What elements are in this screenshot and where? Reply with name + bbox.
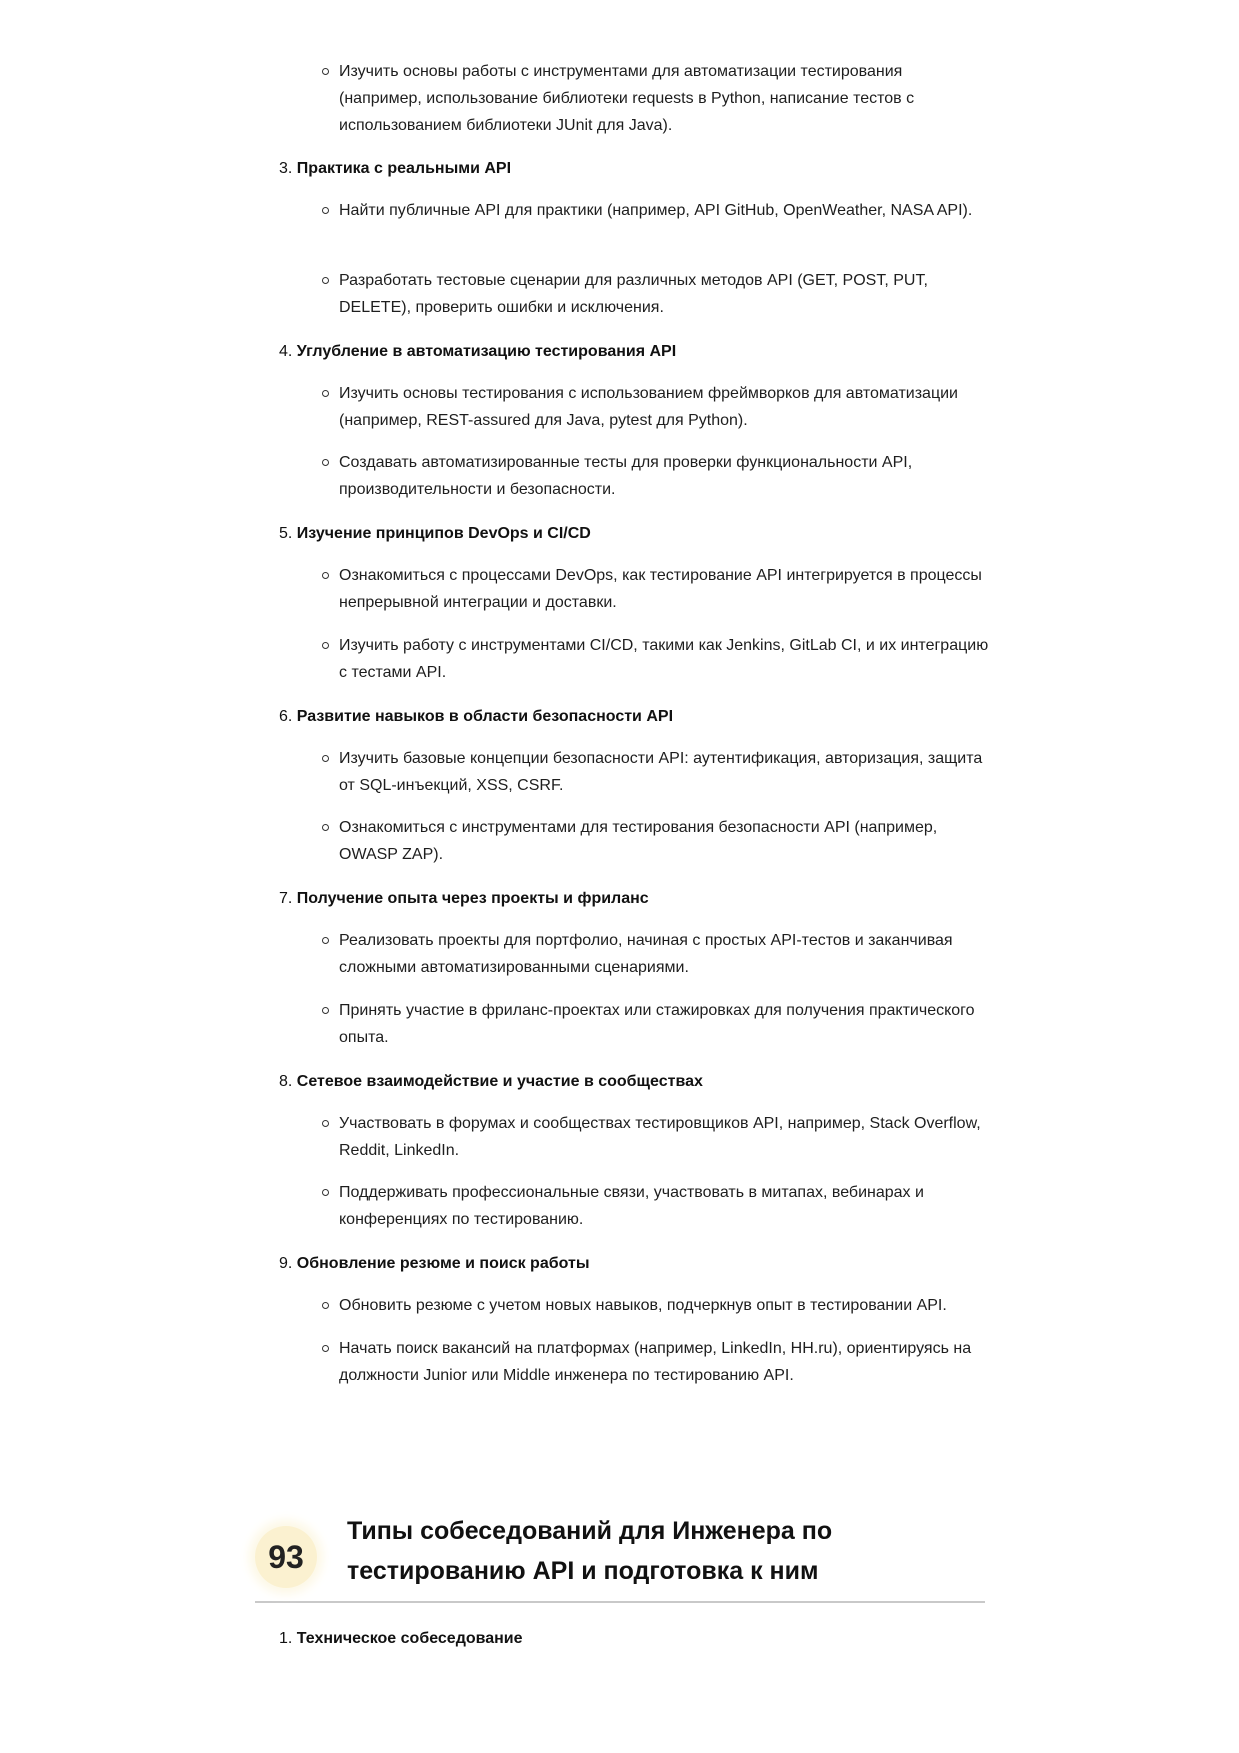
numbered-item-heading: [279, 1628, 523, 1650]
numbered-item-heading: [279, 158, 511, 180]
bullet-item: Поддерживать профессиональные связи, участвовать в митапах, вебинарах и конференциях по тестированию.: [339, 1179, 989, 1233]
bullet-item: Изучить основы работы с инструментами для автоматизации тестирования (например, использование библиотеки requests в Python, написание тестов с использованием библиотеки JUnit для Java).: [339, 58, 989, 139]
bullet-item: Ознакомиться с инструментами для тестирования безопасности API (например, OWASP ZAP).: [339, 814, 989, 868]
numbered-item-heading: [279, 1071, 703, 1093]
item-title: Получение опыта через проекты и фриланс: [296, 890, 649, 907]
item-title: Изучение принципов DevOps и CI/CD: [296, 525, 591, 542]
bullet-item: Принять участие в фриланс-проектах или стажировках для получения практического опыта.: [339, 997, 989, 1051]
item-number: 7.: [279, 890, 293, 907]
numbered-item-heading: [279, 341, 676, 363]
bullet-item: Найти публичные API для практики (например, API GitHub, OpenWeather, NASA API).: [339, 197, 989, 224]
item-number: 5.: [279, 525, 293, 542]
bullet-item: Изучить основы тестирования с использованием фреймворков для автоматизации (например, REST-assured для Java, pytest для Python).: [339, 380, 989, 434]
item-number: 9.: [279, 1255, 293, 1272]
numbered-item-heading: [279, 523, 591, 545]
bullet-item: Разработать тестовые сценарии для различных методов API (GET, POST, PUT, DELETE), проверить ошибки и исключения.: [339, 267, 989, 321]
item-number: 3.: [279, 160, 293, 177]
bullet-item: Участвовать в форумах и сообществах тестировщиков API, например, Stack Overflow, Reddit, LinkedIn.: [339, 1110, 989, 1164]
item-number: 6.: [279, 708, 293, 725]
item-number: 8.: [279, 1073, 293, 1090]
bullet-item: Изучить базовые концепции безопасности API: аутентификация, авторизация, защита от SQL-инъекций, XSS, CSRF.: [339, 745, 989, 799]
section-title: Типы собеседований для Инженера по тестированию API и подготовка к ним: [347, 1517, 833, 1585]
item-title: Сетевое взаимодействие и участие в сообществах: [296, 1073, 703, 1090]
numbered-item-heading: [279, 706, 673, 728]
bullet-item: Обновить резюме с учетом новых навыков, подчеркнув опыт в тестировании API.: [339, 1292, 989, 1319]
numbered-item-heading: [279, 1253, 589, 1275]
section-number-badge: 93: [255, 1526, 317, 1588]
item-number: 4.: [279, 343, 293, 360]
bullet-item: Создавать автоматизированные тесты для проверки функциональности API, производительности и безопасности.: [339, 449, 989, 503]
item-title: Техническое собеседование: [296, 1630, 523, 1647]
numbered-item-heading: [279, 888, 649, 910]
section-header: [255, 1511, 985, 1603]
item-title: Практика с реальными API: [296, 160, 512, 177]
bullet-item: Ознакомиться с процессами DevOps, как тестирование API интегрируется в процессы непрерывной интеграции и доставки.: [339, 562, 989, 616]
item-title: Углубление в автоматизацию тестирования API: [296, 343, 677, 360]
bullet-item: Изучить работу с инструментами CI/CD, такими как Jenkins, GitLab CI, и их интеграцию с тестами API.: [339, 632, 989, 686]
bullet-item: Начать поиск вакансий на платформах (например, LinkedIn, HH.ru), ориентируясь на должности Junior или Middle инженера по тестированию API.: [339, 1335, 989, 1389]
item-title: Развитие навыков в области безопасности API: [296, 708, 674, 725]
bullet-item: Реализовать проекты для портфолио, начиная с простых API-тестов и заканчивая сложными автоматизированными сценариями.: [339, 927, 989, 981]
item-title: Обновление резюме и поиск работы: [296, 1255, 590, 1272]
item-number: 1.: [279, 1630, 293, 1647]
